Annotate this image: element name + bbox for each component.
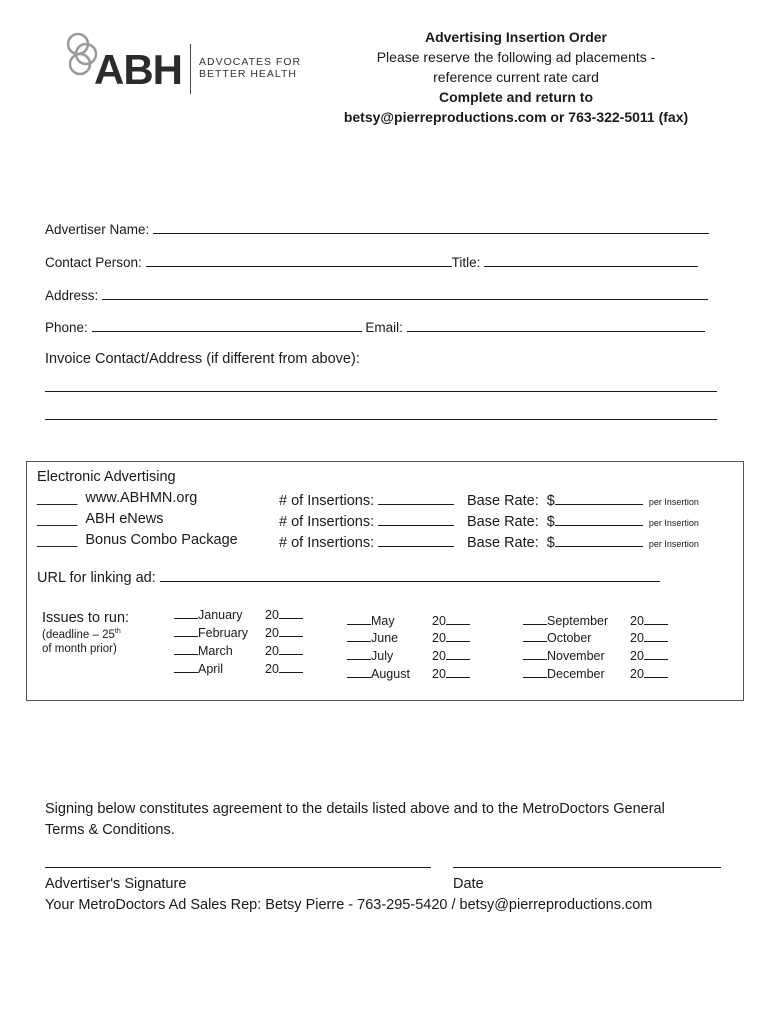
year-prefix: 20 xyxy=(432,667,446,681)
year-field xyxy=(630,648,668,663)
header-line2: reference current rate card xyxy=(433,69,599,85)
insertions-label: # of Insertions: xyxy=(279,514,375,530)
month-label: October xyxy=(547,631,592,645)
insertions-row-2 xyxy=(279,511,454,530)
email-label: Email: xyxy=(365,320,403,335)
rate-row-3 xyxy=(467,532,699,551)
year-blank[interactable] xyxy=(446,630,470,642)
year-field xyxy=(630,630,668,645)
order-header xyxy=(300,27,732,127)
dollar-sign: $ xyxy=(546,493,555,509)
year-field xyxy=(265,661,303,676)
rate-label: Base Rate: xyxy=(467,493,539,509)
year-blank[interactable] xyxy=(644,613,668,625)
header-contact: betsy@pierreproductions.com or 763-322-5011 (fax) xyxy=(343,109,689,125)
email-field[interactable] xyxy=(407,317,705,332)
year-blank[interactable] xyxy=(644,666,668,678)
issues-label: Issues to run: xyxy=(42,610,130,626)
year-prefix: 20 xyxy=(630,614,644,628)
month-checkbox-blank[interactable] xyxy=(174,607,198,619)
deadline-line2: of month prior) xyxy=(42,643,117,655)
month-checkbox-blank[interactable] xyxy=(347,648,371,660)
month-label: May xyxy=(371,614,395,628)
advertiser-name-field[interactable] xyxy=(153,219,709,234)
contact-person-label: Contact Person: xyxy=(45,255,142,270)
invoice-line-1[interactable] xyxy=(45,391,717,392)
year-prefix: 20 xyxy=(265,608,279,622)
year-blank[interactable] xyxy=(644,648,668,660)
item-blank[interactable]: _____ xyxy=(37,490,78,506)
month-option xyxy=(347,648,393,663)
month-checkbox-blank[interactable] xyxy=(347,613,371,625)
rate-label: Base Rate: xyxy=(467,535,539,551)
year-blank[interactable] xyxy=(446,666,470,678)
year-blank[interactable] xyxy=(644,630,668,642)
rate-field[interactable] xyxy=(555,490,643,505)
item-name: ABH eNews xyxy=(85,511,164,527)
logo-wordmark: ABH xyxy=(94,46,182,93)
advertiser-name-row xyxy=(45,219,709,237)
year-blank[interactable] xyxy=(279,607,303,619)
address-field[interactable] xyxy=(102,285,708,300)
header-line3: Complete and return to xyxy=(438,89,593,105)
address-row xyxy=(45,285,708,303)
deadline-text: (deadline – 25 xyxy=(42,628,115,641)
contact-row xyxy=(45,252,698,270)
logo-divider xyxy=(190,44,191,94)
month-label: August xyxy=(371,667,410,681)
year-field xyxy=(432,613,470,628)
per-insertion-label: per Insertion xyxy=(648,539,699,549)
invoice-line-2[interactable] xyxy=(45,419,717,420)
agreement-line1: Signing below constitutes agreement to the details listed above and to the MetroDoctors General xyxy=(45,801,665,817)
per-insertion-label: per Insertion xyxy=(648,518,699,528)
month-option xyxy=(347,613,395,628)
year-field xyxy=(432,648,470,663)
month-option xyxy=(347,666,410,681)
contact-person-field[interactable] xyxy=(146,252,452,267)
electronic-heading: Electronic Advertising xyxy=(37,469,176,485)
month-checkbox-blank[interactable] xyxy=(347,666,371,678)
month-checkbox-blank[interactable] xyxy=(523,630,547,642)
month-label: November xyxy=(547,649,605,663)
insertions-field[interactable] xyxy=(378,532,454,547)
month-option xyxy=(523,613,608,628)
item-blank[interactable]: _____ xyxy=(37,532,78,548)
phone-email-row xyxy=(45,317,705,335)
year-blank[interactable] xyxy=(279,625,303,637)
year-field xyxy=(630,613,668,628)
item-row-website xyxy=(37,490,197,506)
month-option xyxy=(523,666,605,681)
year-blank[interactable] xyxy=(446,613,470,625)
year-field xyxy=(265,625,303,640)
advertiser-name-label: Advertiser Name: xyxy=(45,222,150,237)
signature-line[interactable] xyxy=(45,867,431,868)
rate-field[interactable] xyxy=(555,532,643,547)
year-prefix: 20 xyxy=(265,644,279,658)
month-checkbox-blank[interactable] xyxy=(174,661,198,673)
item-row-combo xyxy=(37,532,238,548)
month-option xyxy=(174,661,223,676)
item-name: www.ABHMN.org xyxy=(85,490,198,506)
insertions-field[interactable] xyxy=(378,511,454,526)
item-blank[interactable]: _____ xyxy=(37,511,78,527)
dollar-sign: $ xyxy=(546,535,555,551)
year-blank[interactable] xyxy=(279,661,303,673)
url-label: URL for linking ad: xyxy=(37,570,156,586)
month-option xyxy=(174,607,242,622)
year-prefix: 20 xyxy=(265,626,279,640)
title-field[interactable] xyxy=(484,252,698,267)
date-line[interactable] xyxy=(453,867,721,868)
title-label: Title: xyxy=(451,255,481,270)
phone-label: Phone: xyxy=(45,320,88,335)
deadline-line1 xyxy=(42,628,121,641)
date-label: Date xyxy=(453,876,484,892)
month-label: February xyxy=(198,626,249,640)
month-option xyxy=(174,643,233,658)
year-field xyxy=(265,643,303,658)
agreement-line2: Terms & Conditions. xyxy=(45,822,175,838)
url-field[interactable] xyxy=(160,567,660,582)
month-label: December xyxy=(547,667,605,681)
month-checkbox-blank[interactable] xyxy=(523,613,547,625)
month-label: March xyxy=(198,644,233,658)
month-label: April xyxy=(198,662,224,676)
month-checkbox-blank[interactable] xyxy=(174,625,198,637)
header-line1: Please reserve the following ad placements - xyxy=(376,49,656,65)
url-row xyxy=(37,567,660,586)
item-name: Bonus Combo Package xyxy=(85,532,238,548)
insertions-row-1 xyxy=(279,490,454,509)
invoice-label: Invoice Contact/Address (if different from above): xyxy=(45,351,360,367)
month-checkbox-blank[interactable] xyxy=(174,643,198,655)
year-field xyxy=(432,630,470,645)
rate-row-2 xyxy=(467,511,699,530)
month-label: July xyxy=(371,649,394,663)
logo-tagline xyxy=(199,56,301,80)
month-option xyxy=(174,625,248,640)
year-blank[interactable] xyxy=(446,648,470,660)
month-checkbox-blank[interactable] xyxy=(347,630,371,642)
year-prefix: 20 xyxy=(432,649,446,663)
month-option xyxy=(523,630,591,645)
abh-logo xyxy=(64,30,304,100)
per-insertion-label: per Insertion xyxy=(648,497,699,507)
year-prefix: 20 xyxy=(630,631,644,645)
year-prefix: 20 xyxy=(630,649,644,663)
rate-label: Base Rate: xyxy=(467,514,539,530)
rate-row-1 xyxy=(467,490,699,509)
order-title: Advertising Insertion Order xyxy=(424,29,608,45)
month-option xyxy=(523,648,605,663)
sales-rep-line: Your MetroDoctors Ad Sales Rep: Betsy Pierre - 763-295-5420 / betsy@pierreproductions.com xyxy=(45,897,653,913)
insertions-field[interactable] xyxy=(378,490,454,505)
year-field xyxy=(432,666,470,681)
month-checkbox-blank[interactable] xyxy=(523,648,547,660)
year-prefix: 20 xyxy=(630,667,644,681)
phone-field[interactable] xyxy=(92,317,362,332)
dollar-sign: $ xyxy=(546,514,555,530)
month-checkbox-blank[interactable] xyxy=(523,666,547,678)
month-label: June xyxy=(371,631,399,645)
year-prefix: 20 xyxy=(265,662,279,676)
insertions-label: # of Insertions: xyxy=(279,493,375,509)
month-option xyxy=(347,630,398,645)
year-prefix: 20 xyxy=(432,614,446,628)
item-row-enews xyxy=(37,511,164,527)
insertions-row-3 xyxy=(279,532,454,551)
rate-field[interactable] xyxy=(555,511,643,526)
deadline-sup: th xyxy=(114,628,121,635)
year-field xyxy=(630,666,668,681)
address-label: Address: xyxy=(45,288,99,303)
year-blank[interactable] xyxy=(279,643,303,655)
insertions-label: # of Insertions: xyxy=(279,535,375,551)
signature-label: Advertiser's Signature xyxy=(45,876,187,892)
month-label: September xyxy=(547,614,609,628)
year-prefix: 20 xyxy=(432,631,446,645)
month-label: January xyxy=(198,608,243,622)
logo-tagline-line1: ADVOCATES FOR xyxy=(199,56,302,68)
year-field xyxy=(265,607,303,622)
logo-tagline-line2: BETTER HEALTH xyxy=(199,68,297,80)
